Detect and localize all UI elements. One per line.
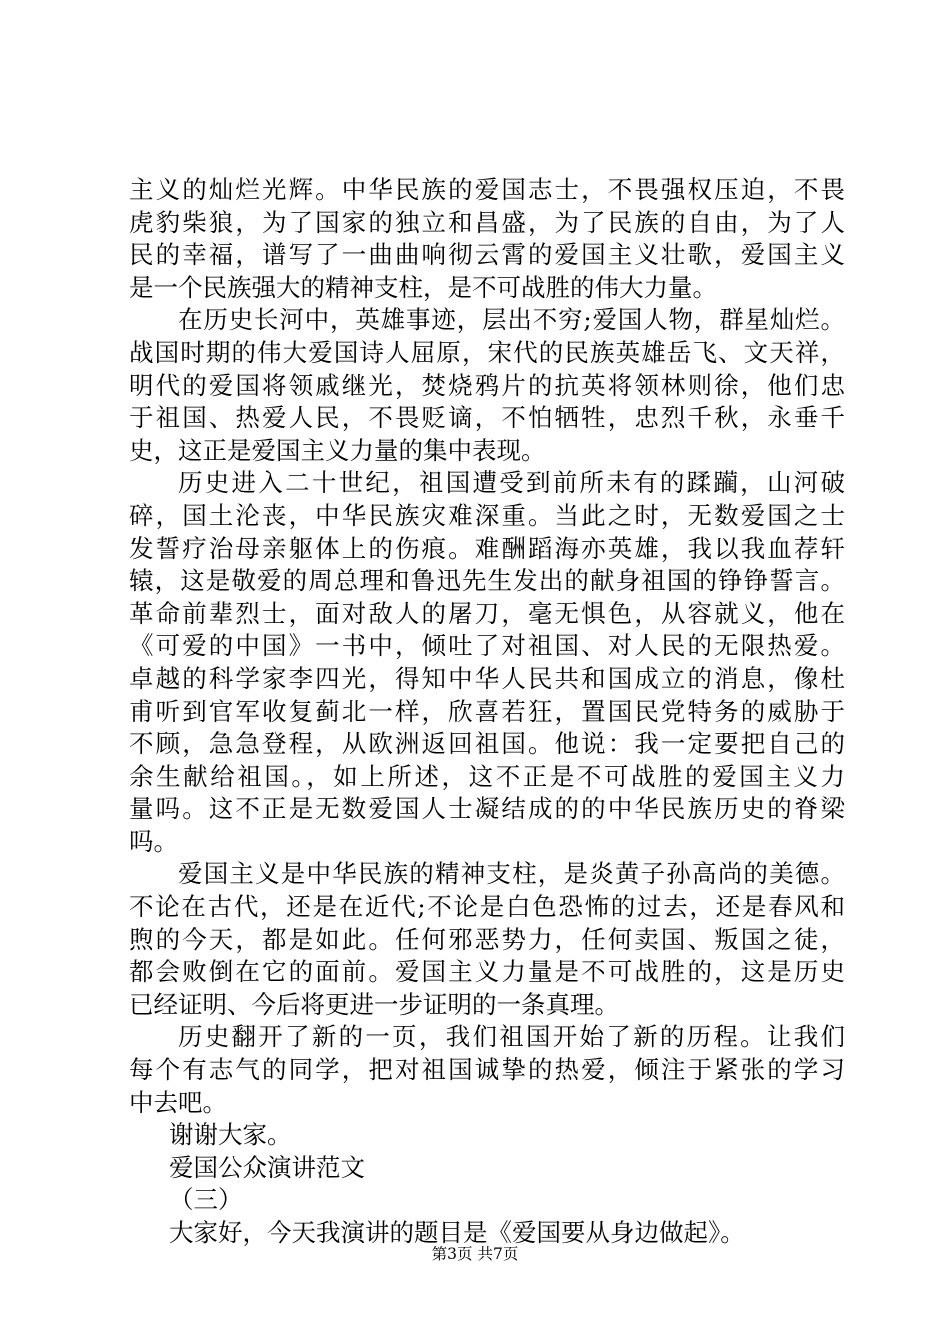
text-line: 余生献给祖国。，如上所述，这不正是不可战胜的爱国主义力	[129, 761, 845, 791]
text-line: 在历史长河中，英雄事迹，层出不穷;爱国人物，群星灿烂。	[178, 305, 845, 335]
text-line: 量吗。这不正是无数爱国人士凝结成的的中华民族历史的脊梁	[129, 794, 845, 824]
text-line: 史，这正是爱国主义力量的集中表现。	[129, 435, 546, 465]
text-line: 于祖国、热爱人民，不畏贬谪，不怕牺牲，忠烈千秋，永垂千	[129, 403, 845, 433]
page-footer: 第3页 共7页	[431, 1245, 519, 1263]
text-line: 历史进入二十世纪，祖国遭受到前所未有的蹂躏，山河破	[178, 468, 845, 498]
text-line: 辕，这是敬爱的周总理和鲁迅先生发出的献身祖国的铮铮誓言。	[129, 566, 845, 596]
text-line: 发誓疗治母亲躯体上的伤痕。难酬蹈海亦英雄，我以我血荐轩	[129, 533, 845, 563]
text-line: 《可爱的中国》一书中，倾吐了对祖国、对人民的无限热爱。	[129, 631, 845, 661]
text-line: 战国时期的伟大爱国诗人屈原，宋代的民族英雄岳飞、文天祥，	[129, 337, 845, 367]
text-line: 不顾，急急登程，从欧洲返回祖国。他说：我一定要把自己的	[129, 729, 845, 759]
text-line: 煦的今天，都是如此。任何邪恶势力，任何卖国、叛国之徒，	[129, 924, 845, 954]
text-line: 都会败倒在它的面前。爱国主义力量是不可战胜的，这是历史	[129, 957, 845, 987]
text-line: 卓越的科学家李四光，得知中华人民共和国成立的消息，像杜	[129, 663, 845, 693]
text-line: （三）	[169, 1185, 243, 1215]
text-line: 中去吧。	[129, 1087, 227, 1117]
text-line: 甫听到官军收复蓟北一样，欣喜若狂，置国民党特务的威胁于	[129, 696, 845, 726]
text-line: 每个有志气的同学，把对祖国诚挚的热爱，倾注于紧张的学习	[129, 1055, 845, 1085]
text-line: 历史翻开了新的一页，我们祖国开始了新的历程。让我们	[178, 1022, 845, 1052]
text-line: 虎豹柴狼，为了国家的独立和昌盛，为了民族的自由，为了人	[129, 207, 845, 237]
text-line: 是一个民族强大的精神支柱，是不可战胜的伟大力量。	[129, 272, 717, 302]
text-line: 吗。	[129, 826, 178, 856]
text-line: 革命前辈烈士，面对敌人的屠刀，毫无惧色，从容就义，他在	[129, 598, 845, 628]
text-line: 爱国公众演讲范文	[169, 1152, 365, 1182]
body-text	[129, 174, 845, 1250]
text-line: 大家好，今天我演讲的题目是《爱国要从身边做起》。	[169, 1218, 745, 1247]
text-line: 爱国主义是中华民族的精神支柱，是炎黄子孙高尚的美德。	[178, 859, 845, 889]
text-line: 明代的爱国将领戚继光，焚烧鸦片的抗英将领林则徐，他们忠	[129, 370, 845, 400]
text-line: 民的幸福，谱写了一曲曲响彻云霄的爱国主义壮歌，爱国主义	[129, 240, 845, 270]
text-line: 主义的灿烂光辉。中华民族的爱国志士，不畏强权压迫，不畏	[129, 175, 845, 204]
text-line: 谢谢大家。	[169, 1120, 292, 1150]
text-line: 已经证明、今后将更进一步证明的一条真理。	[129, 989, 619, 1019]
text-line: 碎，国土沦丧，中华民族灾难深重。当此之时，无数爱国之士	[129, 500, 845, 530]
text-line: 不论在古代，还是在近代;不论是白色恐怖的过去，还是春风和	[129, 892, 845, 922]
